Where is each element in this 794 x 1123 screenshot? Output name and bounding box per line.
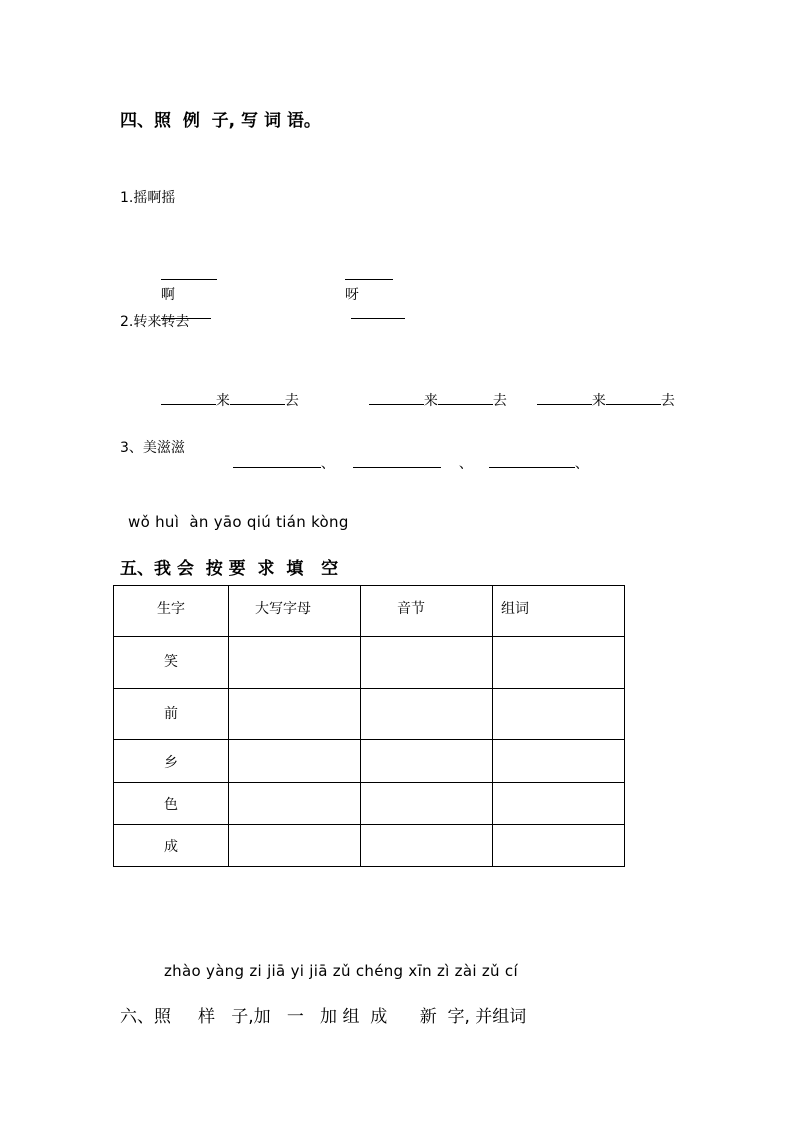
table-header-row bbox=[114, 586, 625, 637]
section6-pinyin: zhào yàng zi jiā yi jiā zǔ chéng xīn zì zài zǔ cí bbox=[164, 962, 518, 980]
table-cell-empty[interactable] bbox=[493, 637, 625, 689]
table-row bbox=[114, 689, 625, 740]
table-cell-char: 色 bbox=[114, 783, 229, 825]
q2-fill-group-2 bbox=[360, 374, 507, 410]
table-cell-empty[interactable] bbox=[361, 637, 493, 689]
table-row bbox=[114, 783, 625, 825]
table-cell-char: 笑 bbox=[114, 637, 229, 689]
q1-fill-row-2 bbox=[336, 249, 405, 323]
q3-fill-row-2 bbox=[344, 437, 473, 473]
table-cell-empty[interactable] bbox=[493, 783, 625, 825]
separator: 、 bbox=[458, 456, 473, 472]
section4-title: 四、照 例 子, 写 词 语。 bbox=[120, 111, 321, 131]
q2-fill-group-3 bbox=[528, 374, 675, 410]
table-cell-char: 前 bbox=[114, 689, 229, 740]
answer-blank[interactable] bbox=[233, 453, 321, 468]
table-row bbox=[114, 740, 625, 783]
q1-char-b: 呀 bbox=[344, 287, 359, 303]
answer-blank[interactable] bbox=[351, 304, 405, 319]
q2-label: 2.转来转去 bbox=[120, 314, 190, 330]
answer-blank[interactable] bbox=[353, 453, 441, 468]
table-cell-char: 成 bbox=[114, 825, 229, 867]
answer-blank[interactable] bbox=[438, 390, 493, 405]
q2-char-qu: 去 bbox=[660, 393, 675, 409]
section6-title: 六、照 样 子,加 一 加 组 成 新 字, 并组词 bbox=[120, 1007, 527, 1027]
table-row bbox=[114, 825, 625, 867]
table-cell-empty[interactable] bbox=[229, 825, 361, 867]
table-cell-empty[interactable] bbox=[229, 783, 361, 825]
table-cell-empty[interactable] bbox=[493, 689, 625, 740]
table-cell-empty[interactable] bbox=[361, 740, 493, 783]
q3-label: 3、美滋滋 bbox=[120, 440, 185, 456]
table-cell-empty[interactable] bbox=[493, 825, 625, 867]
table-cell-char: 乡 bbox=[114, 740, 229, 783]
section5-title: 五、我 会 按 要 求 填 空 bbox=[120, 559, 339, 579]
q1-label: 1.摇啊摇 bbox=[120, 190, 176, 206]
q2-char-qu: 去 bbox=[492, 393, 507, 409]
table-cell-empty[interactable] bbox=[229, 740, 361, 783]
q2-char-lai: 来 bbox=[423, 393, 438, 409]
table-cell-empty[interactable] bbox=[229, 637, 361, 689]
answer-blank[interactable] bbox=[161, 265, 217, 280]
table-cell-empty[interactable] bbox=[361, 689, 493, 740]
q3-fill-row-3 bbox=[480, 437, 589, 473]
answer-blank[interactable] bbox=[489, 453, 575, 468]
answer-blank[interactable] bbox=[345, 265, 393, 280]
answer-blank[interactable] bbox=[537, 390, 592, 405]
table-cell-empty[interactable] bbox=[229, 689, 361, 740]
table-cell-empty[interactable] bbox=[361, 783, 493, 825]
q3-fill-row bbox=[224, 437, 335, 473]
answer-blank[interactable] bbox=[161, 390, 216, 405]
table-row bbox=[114, 637, 625, 689]
q2-char-lai: 来 bbox=[591, 393, 606, 409]
table-header-cell: 组词 bbox=[493, 586, 625, 637]
table-cell-empty[interactable] bbox=[493, 740, 625, 783]
q2-char-lai: 来 bbox=[215, 393, 230, 409]
answer-blank[interactable] bbox=[369, 390, 424, 405]
q2-char-qu: 去 bbox=[284, 393, 299, 409]
q2-fill-group-1 bbox=[152, 374, 299, 410]
answer-blank[interactable] bbox=[606, 390, 661, 405]
section5-pinyin: wǒ huì àn yāo qiú tián kòng bbox=[128, 513, 349, 531]
table-header-cell: 音节 bbox=[361, 586, 493, 637]
table-header-cell: 生字 bbox=[114, 586, 229, 637]
answer-blank[interactable] bbox=[230, 390, 285, 405]
fill-table bbox=[113, 585, 625, 867]
q1-char-a: 啊 bbox=[160, 287, 175, 303]
separator: 、 bbox=[320, 456, 335, 472]
separator: 、 bbox=[574, 456, 589, 472]
table-header-cell: 大写字母 bbox=[229, 586, 361, 637]
table-cell-empty[interactable] bbox=[361, 825, 493, 867]
